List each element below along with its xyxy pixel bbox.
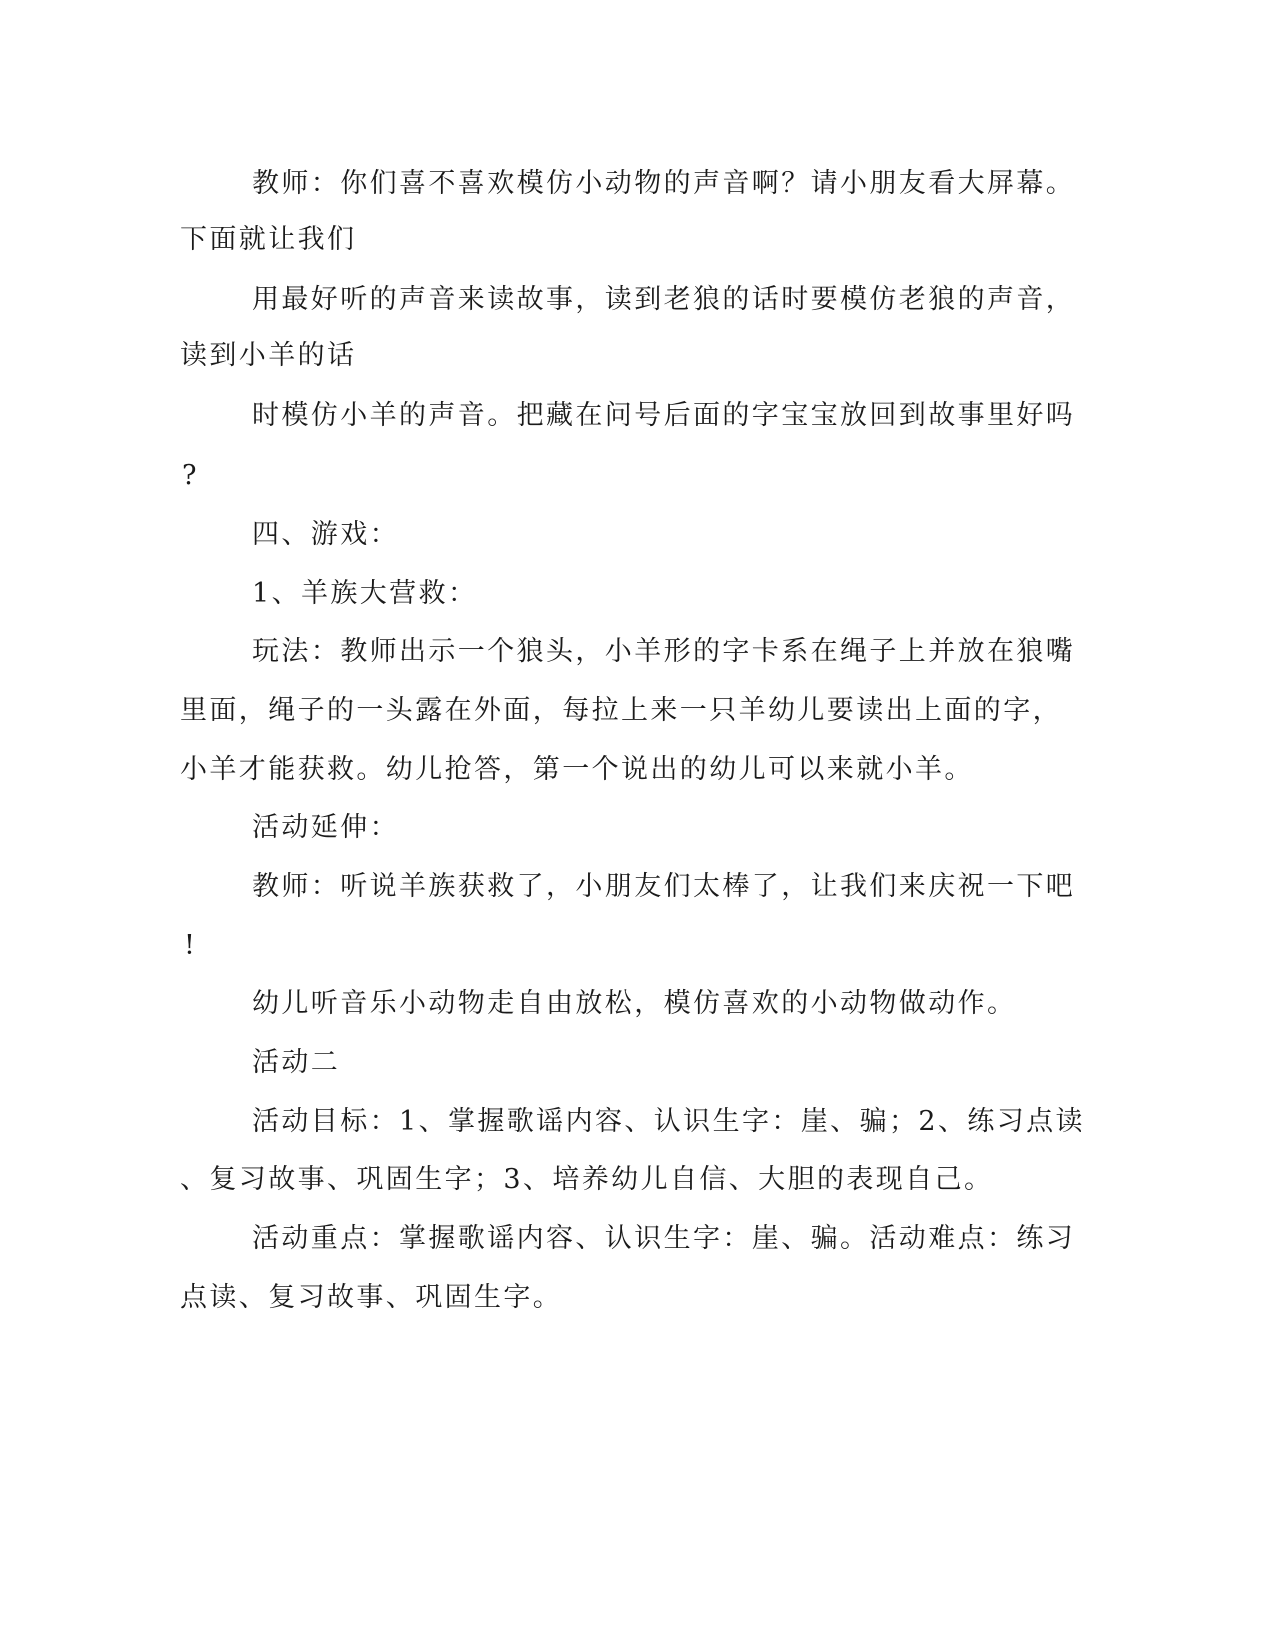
text-line-18: 、复习故事、巩固生字；3、培养幼儿自信、大胆的表现自己。: [180, 1164, 994, 1195]
text-line-4: 读到小羊的话: [180, 340, 357, 371]
text-line-12: 活动延伸：: [252, 812, 399, 843]
text-line-1: 教师：你们喜不喜欢模仿小动物的声音啊？请小朋友看大屏幕。: [252, 168, 1076, 199]
text-line-9: 玩法：教师出示一个狼头，小羊形的字卡系在绳子上并放在狼嘴: [252, 636, 1076, 667]
text-line-16: 活动二: [252, 1047, 341, 1078]
text-line-13: 教师：听说羊族获救了，小朋友们太棒了，让我们来庆祝一下吧: [252, 871, 1076, 902]
text-line-15: 幼儿听音乐小动物走自由放松，模仿喜欢的小动物做动作。: [252, 988, 1017, 1019]
text-line-8: 1、羊族大营救：: [252, 578, 478, 609]
text-line-20: 点读、复习故事、巩固生字。: [180, 1282, 563, 1313]
text-line-5: 时模仿小羊的声音。把藏在问号后面的字宝宝放回到故事里好吗: [252, 400, 1076, 431]
text-line-19: 活动重点：掌握歌谣内容、认识生字：崖、骗。活动难点：练习: [252, 1223, 1076, 1254]
text-line-10: 里面，绳子的一头露在外面，每拉上来一只羊幼儿要读出上面的字，: [180, 695, 1062, 726]
text-line-7: 四、游戏：: [252, 519, 399, 550]
text-line-3: 用最好听的声音来读故事，读到老狼的话时要模仿老狼的声音，: [252, 284, 1076, 315]
text-line-14: !: [184, 930, 198, 961]
text-line-2: 下面就让我们: [180, 224, 357, 255]
text-line-17: 活动目标：1、掌握歌谣内容、认识生字：崖、骗；2、练习点读: [252, 1106, 1085, 1137]
text-line-11: 小羊才能获救。幼儿抢答，第一个说出的幼儿可以来就小羊。: [180, 754, 974, 785]
text-line-6: ?: [182, 460, 199, 491]
